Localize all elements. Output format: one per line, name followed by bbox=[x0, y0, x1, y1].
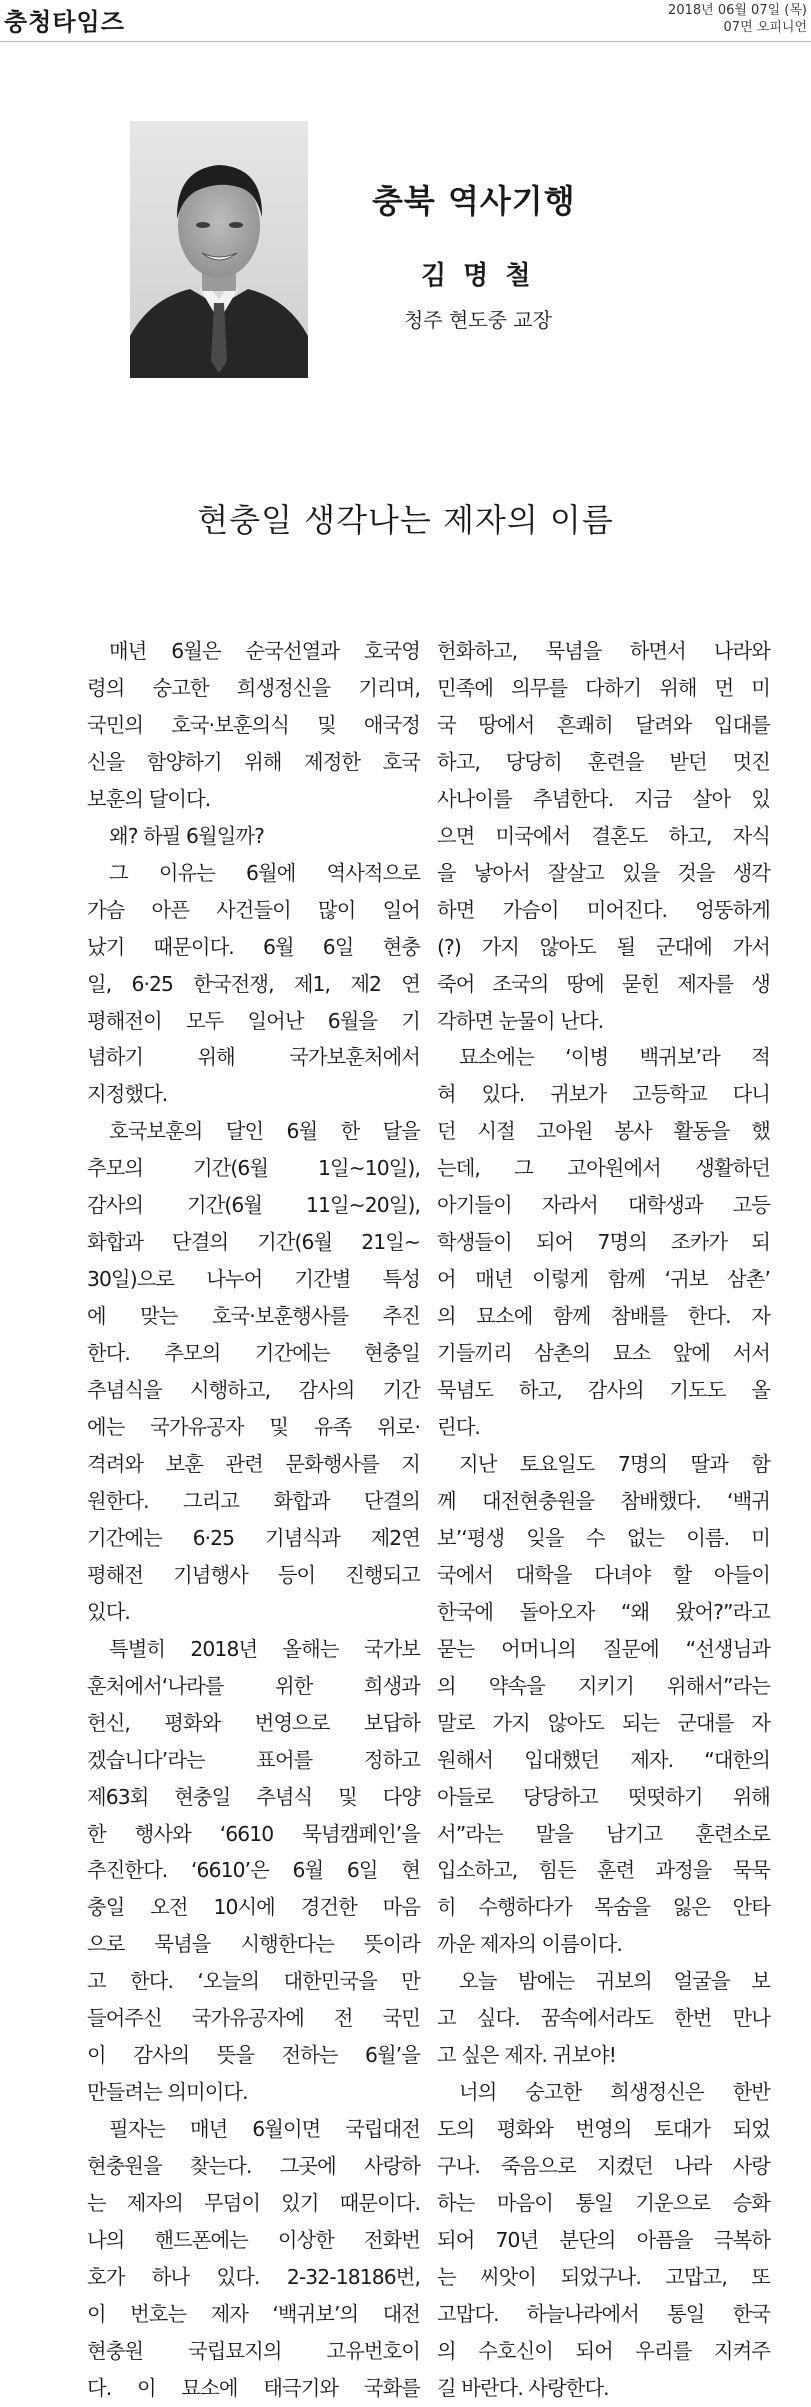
article-text-line: 으로 묵념을 시행한다는 뜻이라 bbox=[87, 1932, 420, 1957]
article-text-line: 그 이유는 6월에 역사적으로 bbox=[109, 860, 420, 885]
article-text-line: 났기 때문이다. 6월 6일 현충 bbox=[87, 934, 420, 959]
article-text-line: 린다. bbox=[437, 1415, 480, 1440]
article-text-line: 평해전이 모두 일어난 6월을 기 bbox=[87, 1008, 420, 1033]
article-text-line: 던 시절 고아원 봉사 활동을 했 bbox=[437, 1119, 770, 1144]
article-text-line: 지난 토요일도 7명의 딸과 함 bbox=[459, 1451, 770, 1476]
author-photo bbox=[130, 121, 308, 378]
article-text-line: 원한다. 그리고 화합과 단결의 bbox=[87, 1488, 420, 1513]
article-text-line: 히 수행하다가 목숨을 잃은 안타 bbox=[437, 1895, 770, 1920]
article-text-line: 사나이를 추념한다. 지금 살아 있 bbox=[437, 786, 770, 811]
article-text-line: 이 번호는 제자 ‘백귀보’의 대전 bbox=[87, 2301, 420, 2326]
article-text-line: 으면 미국에서 결혼도 하고, 자식 bbox=[437, 823, 770, 848]
article-text-line: 고 한다. ‘오늘의 대한민국을 만 bbox=[87, 1969, 420, 1994]
author-position: 청주 현도중 교장 bbox=[404, 308, 552, 332]
article-text-line: 들어주신 국가유공자에 전 국민 bbox=[87, 2006, 420, 2031]
article-text-line: 도의 평화와 번영의 토대가 되었 bbox=[437, 2117, 770, 2142]
article-text-line: 겠습니다’라는 표어를 정하고 bbox=[87, 1747, 420, 1772]
article-text-line: 아기들이 자라서 대학생과 고등 bbox=[437, 1193, 770, 1218]
article-text-line: 고 싶은 제자. 귀보야! bbox=[437, 2043, 616, 2068]
page-section: 07면 오피니언 bbox=[723, 20, 807, 35]
article-text-line: 추념식을 시행하고, 감사의 기간 bbox=[87, 1378, 420, 1403]
article-text-line: 묵념도 하고, 감사의 기도도 올 bbox=[437, 1378, 770, 1403]
article-text-line: 하면 가슴이 미어진다. 엉뚱하게 bbox=[437, 897, 770, 922]
article-text-line: 의 수호신이 되어 우리를 지켜주 bbox=[437, 2338, 770, 2363]
author-name: 김 명 철 bbox=[421, 261, 535, 291]
issue-info bbox=[668, 2, 807, 36]
article-text-line: 제63회 현충일 추념식 및 다양 bbox=[87, 1784, 420, 1809]
article-text-line: 나의 핸드폰에는 이상한 전화번 bbox=[87, 2227, 420, 2252]
article-text-line: 념하기 위해 국가보훈처에서 bbox=[87, 1045, 420, 1070]
article-text-line: 훈처에서‘나라를 위한 희생과 bbox=[87, 1673, 420, 1698]
article-text-line: 는데, 그 고아원에서 생활하던 bbox=[437, 1156, 770, 1181]
article-text-line: 추진한다. ‘6610’은 6월 6일 현 bbox=[87, 1858, 420, 1883]
article-text-line: 아들로 당당하고 떳떳하기 위해 bbox=[437, 1784, 770, 1809]
article-text-line: 필자는 매년 6월이면 국립대전 bbox=[109, 2117, 420, 2142]
article-text-line: 서”라는 말을 남기고 훈련소로 bbox=[437, 1821, 770, 1846]
article-text-line: 죽어 조국의 땅에 묻힌 제자를 생 bbox=[437, 971, 770, 996]
article-text-line: 국민의 호국·보훈의식 및 애국정 bbox=[87, 712, 420, 737]
article-text-line: 하고, 당당히 훈련을 받던 멋진 bbox=[437, 749, 770, 774]
article-text-line: 혀 있다. 귀보가 고등학교 다니 bbox=[437, 1082, 770, 1107]
newspaper-logo: 충청타임즈 bbox=[4, 8, 125, 36]
article-text-line: 의 묘소에 함께 참배를 한다. 자 bbox=[437, 1304, 770, 1329]
article-text-line: 오늘 밤에는 귀보의 얼굴을 보 bbox=[459, 1969, 770, 1994]
article-text-line: 국에서 대학을 다녀야 할 아들이 bbox=[437, 1562, 770, 1587]
article-text-line: 민족에 의무를 다하기 위해 먼 미 bbox=[437, 675, 770, 700]
article-text-line: 30일)으로 나누어 기간별 특성 bbox=[87, 1267, 420, 1292]
article-text-line: 원해서 입대했던 제자. “대한의 bbox=[437, 1747, 770, 1772]
article-column-right bbox=[437, 633, 770, 2407]
article-text-line: 충일 오전 10시에 경건한 마음 bbox=[87, 1895, 420, 1920]
article-text-line: 기간에는 6·25 기념식과 제2연 bbox=[87, 1525, 420, 1550]
article-text-line: 고맙다. 하늘나라에서 통일 한국 bbox=[437, 2301, 770, 2326]
article-text-line: 이 감사의 뜻을 전하는 6월’을 bbox=[87, 2043, 420, 2068]
article-text-line: 고 싶다. 꿈속에서라도 한번 만나 bbox=[437, 2006, 770, 2031]
article-text-line: 화합과 단결의 기간(6월 21일~ bbox=[87, 1230, 420, 1255]
article-text-line: 만들려는 의미이다. bbox=[87, 2080, 248, 2105]
article-text-line: 감사의 기간(6월 11일~20일), bbox=[87, 1193, 420, 1218]
article-text-line: 에는 국가유공자 및 유족 위로· bbox=[87, 1415, 420, 1440]
article-text-line: 평해전 기념행사 등이 진행되고 bbox=[87, 1562, 420, 1587]
article-text-line: 일, 6·25 한국전쟁, 제1, 제2 연 bbox=[87, 971, 420, 996]
article-text-line: 헌화하고, 묵념을 하면서 나라와 bbox=[437, 639, 770, 663]
article-text-line: 보훈의 달이다. bbox=[87, 786, 211, 811]
article-column-left bbox=[87, 633, 420, 2407]
column-series-title: 충북 역사기행 bbox=[372, 182, 576, 220]
article-text-line: 한 행사와 ‘6610 묵념캠페인’을 bbox=[87, 1821, 420, 1846]
article-text-line: 기들끼리 삼촌의 묘소 앞에 서서 bbox=[437, 1341, 770, 1366]
masthead bbox=[0, 0, 811, 36]
article-text-line: 한국에 돌아오자 “왜 왔어?”라고 bbox=[437, 1599, 770, 1624]
article-text-line: 매년 6월은 순국선열과 호국영 bbox=[109, 639, 420, 663]
article-text-line: 을 낳아서 잘살고 있을 것을 생각 bbox=[437, 860, 770, 885]
article-text-line: 호가 하나 있다. 2-32-18186번, bbox=[87, 2264, 420, 2289]
article-text-line: 너의 숭고한 희생정신은 한반 bbox=[459, 2080, 770, 2105]
article-text-line: 구나. 죽음으로 지켰던 나라 사랑 bbox=[437, 2154, 770, 2179]
article-text-line: 지정했다. bbox=[87, 1082, 168, 1107]
article-text-line: 호국보훈의 달인 6월 한 달을 bbox=[109, 1119, 420, 1144]
article-text-line: 묻는 어머니의 질문에 “선생님과 bbox=[437, 1636, 770, 1661]
article-text-line: 가슴 아픈 사건들이 많이 일어 bbox=[87, 897, 420, 922]
article-text-line: 한다. 추모의 기간에는 현충일 bbox=[87, 1341, 420, 1366]
article-text-line: 각하면 눈물이 난다. bbox=[437, 1008, 604, 1033]
article-text-line: (?) 가지 않아도 될 군대에 가서 bbox=[437, 934, 770, 959]
article-text-line: 길 바란다. 사랑한다. bbox=[437, 2375, 609, 2400]
article-text-line: 헌신, 평화와 번영으로 보답하 bbox=[87, 1710, 420, 1735]
article-text-line: 께 대전현충원을 참배했다. ‘백귀 bbox=[437, 1488, 770, 1513]
article-text-line: 보’‘평생 잊을 수 없는 이름. 미 bbox=[437, 1525, 770, 1550]
author-portrait-image bbox=[130, 121, 308, 378]
article-text-line: 어 매년 이렇게 함께 ‘귀보 삼촌’ bbox=[437, 1267, 770, 1292]
article-text-line: 입소하고, 힘든 훈련 과정을 묵묵 bbox=[437, 1858, 770, 1883]
article-text-line: 까운 제자의 이름이다. bbox=[437, 1932, 622, 1957]
article-text-line: 령의 숭고한 희생정신을 기리며, bbox=[87, 675, 420, 700]
article-text-line: 현충원을 찾는다. 그곳에 사랑하 bbox=[87, 2154, 420, 2179]
article-headline: 현충일 생각나는 제자의 이름 bbox=[197, 501, 614, 539]
issue-date: 2018년 06월 07일 (목) bbox=[668, 3, 807, 18]
masthead-divider bbox=[0, 41, 811, 42]
article-text-line: 추모의 기간(6월 1일~10일), bbox=[87, 1156, 420, 1181]
article-text-line: 왜? 하필 6월일까? bbox=[109, 823, 264, 848]
article-text-line: 학생들이 되어 7명의 조카가 되 bbox=[437, 1230, 770, 1255]
article-text-line: 의 약속을 지키기 위해서”라는 bbox=[437, 1673, 770, 1698]
article-text-line: 현충원 국립묘지의 고유번호이 bbox=[87, 2338, 420, 2363]
article-text-line: 격려와 보훈 관련 문화행사를 지 bbox=[87, 1451, 420, 1476]
article-text-line: 하는 마음이 통일 기운으로 승화 bbox=[437, 2191, 770, 2216]
article-text-line: 는 제자의 무덤이 있기 때문이다. bbox=[87, 2191, 420, 2216]
article-text-line: 에 맞는 호국·보훈행사를 추진 bbox=[87, 1304, 420, 1329]
article-text-line: 말로 가지 않아도 되는 군대를 자 bbox=[437, 1710, 770, 1735]
article-text-line: 묘소에는 ‘이병 백귀보’라 적 bbox=[459, 1045, 770, 1070]
article-text-line: 다. 이 묘소에 태극기와 국화를 bbox=[87, 2375, 420, 2400]
article-text-line: 되어 70년 분단의 아픔을 극복하 bbox=[437, 2227, 770, 2252]
article-text-line: 신을 함양하기 위해 제정한 호국 bbox=[87, 749, 420, 774]
article-text-line: 는 씨앗이 되었구나. 고맙고, 또 bbox=[437, 2264, 770, 2289]
article-text-line: 국 땅에서 흔쾌히 달려와 입대를 bbox=[437, 712, 770, 737]
article-text-line: 특별히 2018년 올해는 국가보 bbox=[109, 1636, 420, 1661]
article-text-line: 있다. bbox=[87, 1599, 130, 1624]
